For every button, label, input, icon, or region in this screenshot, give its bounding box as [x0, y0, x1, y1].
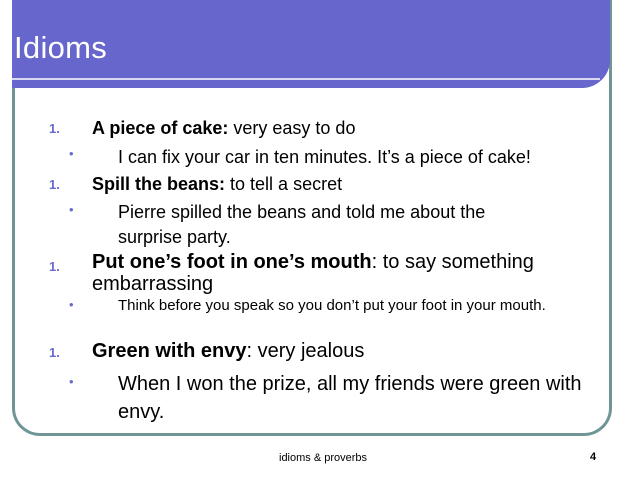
- page-number: 4: [590, 451, 597, 463]
- idiom-definition: : very jealous: [246, 340, 365, 362]
- bullet-icon: •: [69, 146, 74, 161]
- idiom-item: [92, 118, 592, 139]
- item-number: 1.: [49, 345, 60, 360]
- idiom-example: When I won the prize, all my friends were green with envy.: [118, 373, 582, 423]
- idiom-term: Spill the beans:: [92, 174, 226, 194]
- bullet-icon: •: [69, 202, 74, 217]
- idiom-item: [92, 340, 592, 363]
- idiom-term: A piece of cake:: [92, 118, 229, 138]
- idiom-example: Think before you speak so you don’t put your foot in your mouth.: [118, 297, 546, 314]
- idiom-example: Pierre spilled the beans and told me about the surprise party.: [118, 202, 486, 247]
- idiom-definition: very easy to do: [228, 118, 356, 138]
- item-number: 1.: [49, 177, 60, 192]
- bullet-icon: •: [69, 374, 74, 389]
- idiom-term: Green with envy: [92, 340, 247, 362]
- idiom-item: [92, 174, 592, 195]
- item-number: 1.: [49, 259, 60, 274]
- idiom-definition: : to say something embarrassing: [92, 251, 534, 295]
- idiom-term: Put one’s foot in one’s mouth: [92, 251, 372, 273]
- slide-title: Idioms: [14, 30, 108, 65]
- idiom-definition: to tell a secret: [225, 174, 343, 194]
- slide-footer: idioms & proverbs: [279, 452, 368, 464]
- item-number: 1.: [49, 121, 60, 136]
- title-bar: [12, 0, 610, 88]
- bullet-icon: •: [69, 297, 74, 312]
- idiom-item: [92, 251, 572, 295]
- idiom-example: I can fix your car in ten minutes. It’s a piece of cake!: [118, 147, 531, 167]
